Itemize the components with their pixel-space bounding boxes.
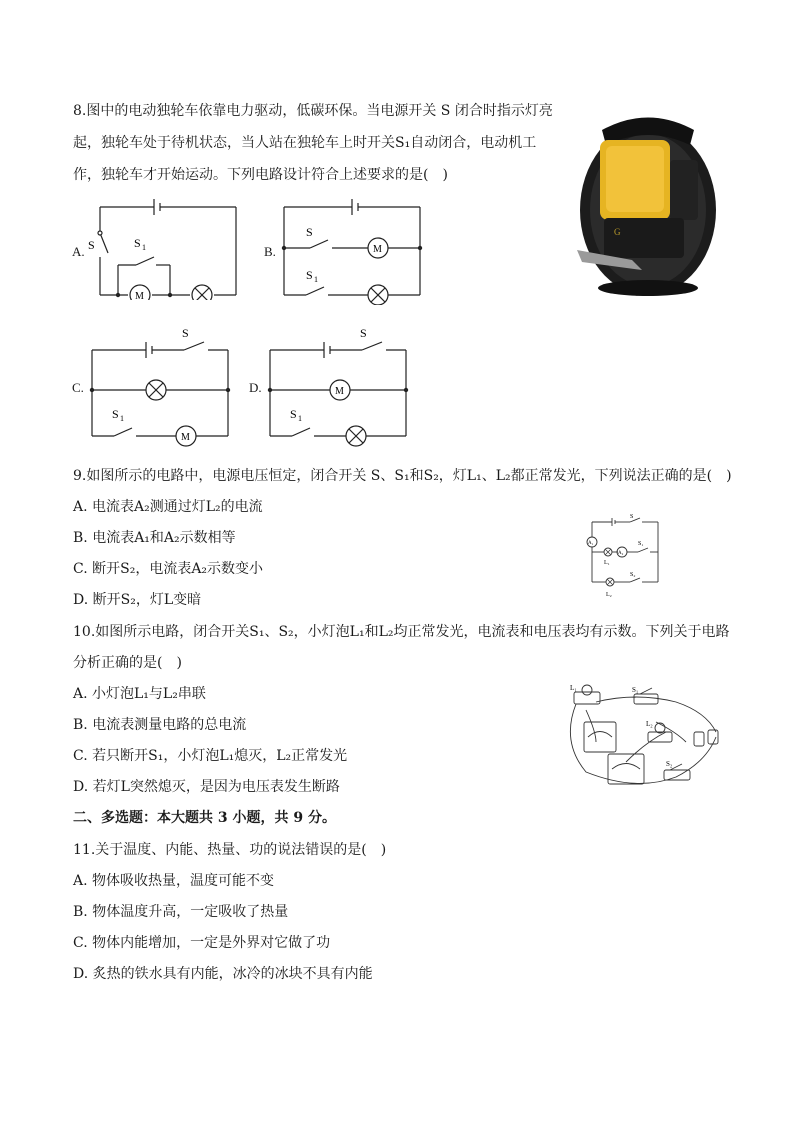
option-d-label: D. [249,380,262,395]
svg-text:S₁: S₁ [638,541,644,547]
svg-text:L₂: L₂ [646,720,653,728]
q10-stem-1: 10.如图所示电路，闭合开关S₁、S₂，小灯泡L₁和L₂均正常发光，电流表和电压表均有示数。下列关于电路 [73,624,730,640]
q10-option-d: D. 若灯L突然熄灭，是因为电压表发生断路 [73,779,340,795]
q10-stem-2: 分析正确的是( ) [73,655,182,671]
motor-b-label: M [373,244,382,255]
svg-text:S₂: S₂ [666,760,673,768]
q10-option-b: B. 电流表测量电路的总电流 [73,717,247,733]
svg-text:1: 1 [298,414,302,423]
svg-text:G: G [614,227,621,237]
q11-option-a: A. 物体吸收热量，温度可能不变 [73,873,275,889]
q8-line-2: 起，独轮车处于待机状态，当人站在独轮车上时开关S₁自动闭合，电动机工 [73,135,537,151]
svg-text:A₁: A₁ [588,541,594,546]
circuit-a-s-label: S [88,238,95,252]
svg-text:L₂: L₂ [606,592,612,598]
q8-line-3: 作，独轮车才开始运动。下列电路设计符合上述要求的是( ) [73,167,448,183]
q9-circuit-diagram [582,512,672,602]
svg-text:M: M [181,432,190,443]
circuit-d-diagram [262,322,422,447]
q9-option-b: B. 电流表A₁和A₂示数相等 [73,530,236,546]
q11-stem: 11.关于温度、内能、热量、功的说法错误的是( ) [73,842,387,858]
section-heading: 二、多选题：本大题共 3 小题，共 9 分。 [73,810,336,826]
circuit-b-diagram [276,195,436,305]
circuit-a-diagram [84,195,244,300]
svg-text:A₂: A₂ [618,551,624,556]
svg-text:S: S [360,326,367,340]
q11-option-b: B. 物体温度升高，一定吸收了热量 [73,904,289,920]
circuit-b-s-label: S [306,225,313,239]
q10-option-c: C. 若只断开S₁，小灯泡L₁熄灭，L₂正常发光 [73,748,348,764]
circuit-a-s1-sub: 1 [142,243,146,252]
q11-option-d: D. 炙热的铁水具有内能，冰冷的冰块不具有内能 [73,966,373,982]
q10-physical-circuit [556,682,726,792]
svg-text:1: 1 [120,414,124,423]
svg-text:S: S [290,407,297,421]
svg-text:S₁: S₁ [632,686,639,694]
svg-text:S₂: S₂ [630,572,636,578]
svg-text:M: M [335,386,344,397]
option-b-label: B. [264,244,276,259]
q9-stem: 9.如图所示的电路中，电源电压恒定，闭合开关 S、S₁和S₂，灯L₁、L₂都正常发光，下列说法正确的是( ) [73,468,732,484]
svg-text:S: S [182,326,189,340]
option-c-label: C. [72,380,84,395]
q8-line-1: 8.图中的电动独轮车依靠电力驱动，低碳环保。当电源开关 S 闭合时指示灯亮 [73,103,553,119]
q10-option-a: A. 小灯泡L₁与L₂串联 [73,686,206,702]
svg-text:L₁: L₁ [604,560,610,566]
q11-option-c: C. 物体内能增加，一定是外界对它做了功 [73,935,331,951]
svg-text:S: S [630,514,634,520]
option-a-label: A. [72,244,85,259]
motor-a-label: M [135,291,144,300]
circuit-b-s1-label: S [306,268,313,282]
circuit-a-s1-label: S [134,236,141,250]
svg-text:1: 1 [314,275,318,284]
unicycle-image [572,100,724,300]
svg-text:L₁: L₁ [570,684,577,692]
q9-option-a: A. 电流表A₂测通过灯L₂的电流 [73,499,263,515]
q9-option-d: D. 断开S₂，灯L变暗 [73,592,202,608]
q9-option-c: C. 断开S₂，电流表A₂示数变小 [73,561,264,577]
svg-text:S: S [112,407,119,421]
circuit-c-diagram [84,322,244,447]
